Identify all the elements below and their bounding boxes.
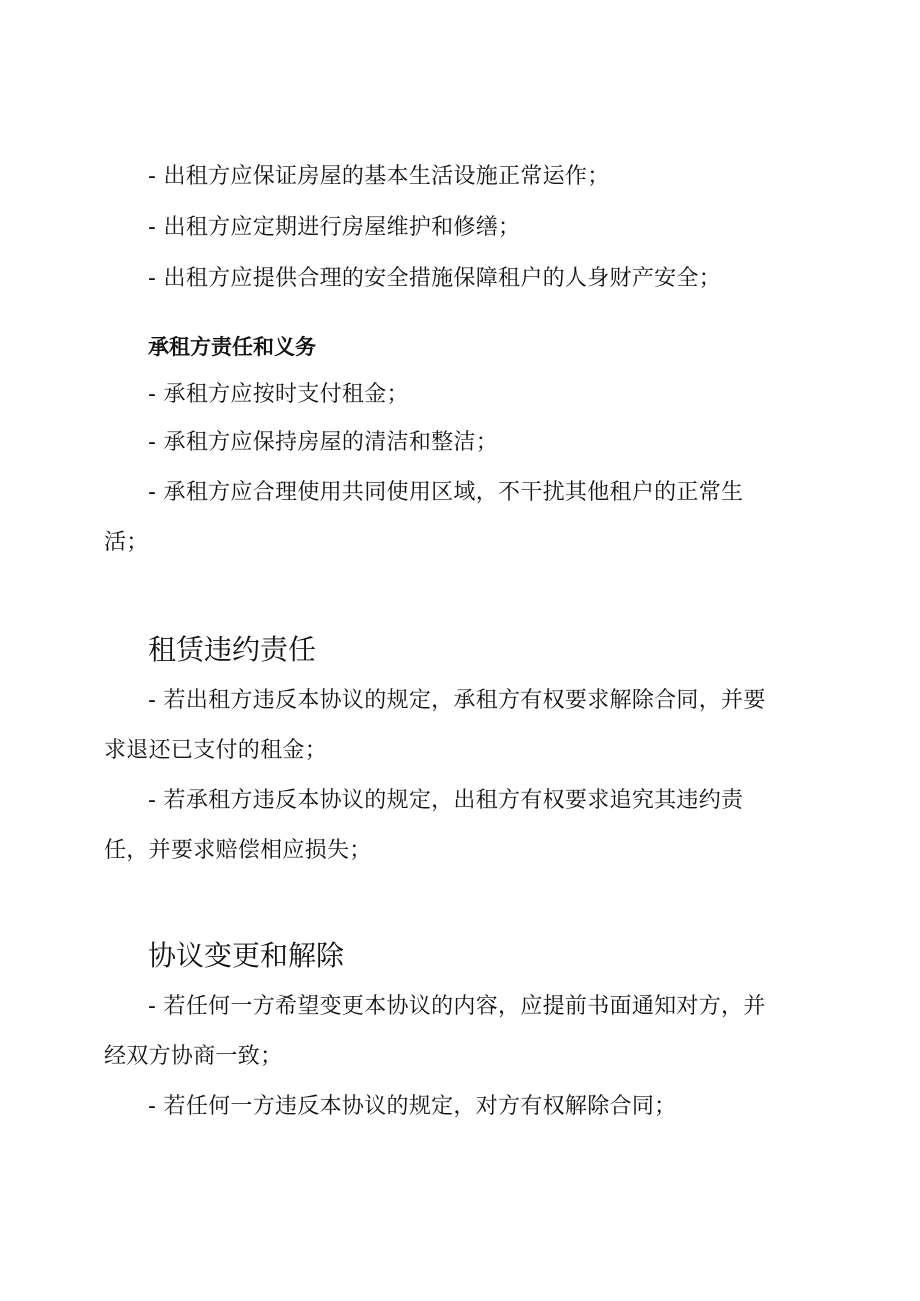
breach-item-2-line-2: 任，并要求赔偿相应损失； <box>104 838 372 863</box>
lessor-item-1: - 出租方应保证房屋的基本生活设施正常运作； <box>148 164 610 189</box>
breach-item-1-line-1: - 若出租方违反本协议的规定，承租方有权要求解除合同，并要 <box>148 688 766 713</box>
lessee-item-1: - 承租方应按时支付租金； <box>148 382 409 407</box>
lessee-section-heading: 承租方责任和义务 <box>148 335 316 359</box>
lessee-item-3-line-1: - 承租方应合理使用共同使用区域，不干扰其他租户的正常生 <box>148 480 744 505</box>
termination-item-1-line-1: - 若任何一方希望变更本协议的内容，应提前书面通知对方，并 <box>148 994 766 1019</box>
breach-item-1-line-2: 求退还已支付的租金； <box>104 738 328 763</box>
termination-item-1-line-2: 经双方协商一致； <box>104 1044 283 1069</box>
breach-section-heading: 租赁违约责任 <box>148 633 317 666</box>
lessor-item-3: - 出租方应提供合理的安全措施保障租户的人身财产安全； <box>148 266 722 291</box>
termination-item-2: - 若任何一方违反本协议的规定，对方有权解除合同； <box>148 1094 677 1119</box>
lessor-item-2: - 出租方应定期进行房屋维护和修缮； <box>148 215 521 240</box>
termination-section-heading: 协议变更和解除 <box>148 939 345 972</box>
lessee-item-3-line-2: 活； <box>104 530 149 555</box>
lessee-item-2: - 承租方应保持房屋的清洁和整洁； <box>148 430 499 455</box>
breach-item-2-line-1: - 若承租方违反本协议的规定，出租方有权要求追究其违约责 <box>148 788 744 813</box>
